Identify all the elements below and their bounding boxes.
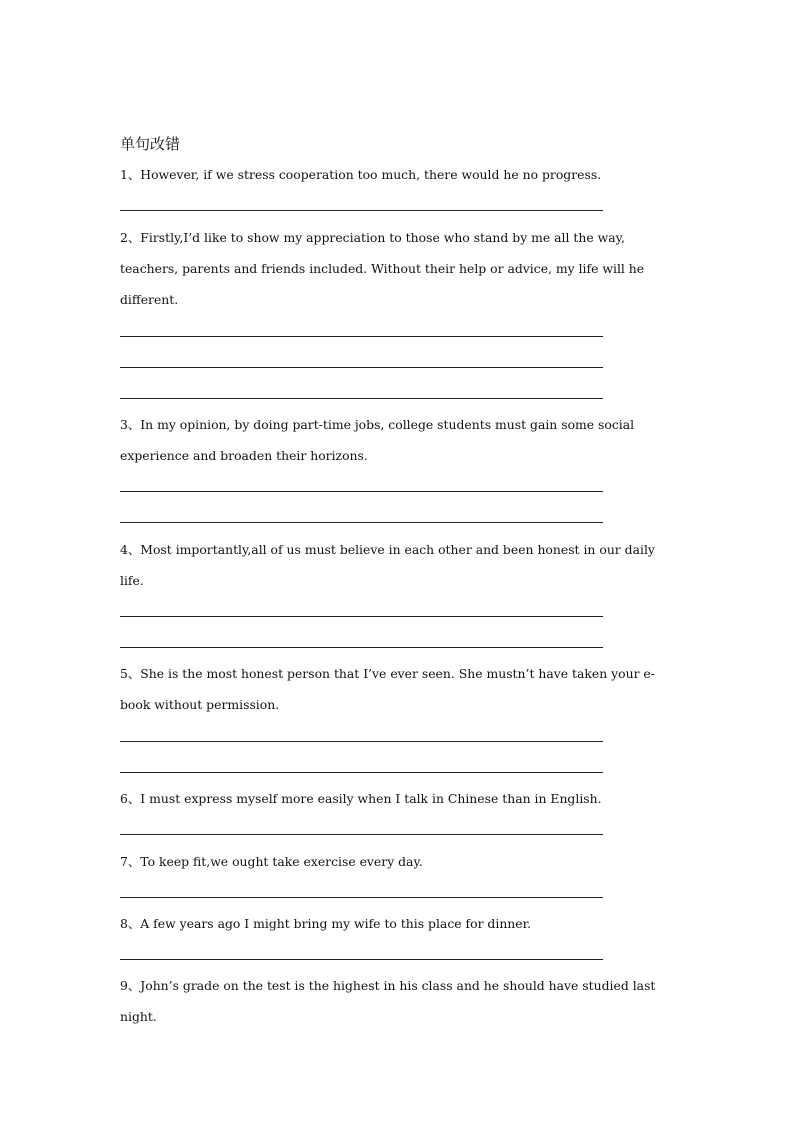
answer-line bbox=[120, 647, 603, 648]
answer-line bbox=[120, 491, 603, 492]
answer-line bbox=[120, 834, 603, 835]
question-6: 6、I must express myself more easily when I talk in Chinese than in English. bbox=[120, 791, 602, 806]
answer-line bbox=[120, 772, 603, 773]
answer-line bbox=[120, 741, 603, 742]
question-1: 1、However, if we stress cooperation too much, there would he no progress. bbox=[120, 167, 602, 182]
question-3: 3、In my opinion, by doing part-time jobs, college students must gain some social experience and broaden their horizons. bbox=[120, 417, 635, 463]
answer-line bbox=[120, 616, 603, 617]
question-8: 8、A few years ago I might bring my wife to this place for dinner. bbox=[120, 916, 532, 931]
answer-line bbox=[120, 959, 603, 960]
question-2: 2、Firstly,I’d like to show my appreciation to those who stand by me all the way, teachers, parents and friends included. Without their help or advice, my life will he different. bbox=[120, 230, 645, 307]
answer-line bbox=[120, 522, 603, 523]
answer-line bbox=[120, 398, 603, 399]
answer-line bbox=[120, 897, 603, 898]
question-5: 5、She is the most honest person that I’ve ever seen. She mustn’t have taken your e-book without permission. bbox=[120, 666, 655, 712]
question-9: 9、John’s grade on the test is the highest in his class and he should have studied last night. bbox=[120, 978, 656, 1024]
question-7: 7、To keep fit,we ought take exercise every day. bbox=[120, 854, 423, 869]
answer-line bbox=[120, 336, 603, 337]
question-4: 4、Most importantly,all of us must believe in each other and been honest in our daily life. bbox=[120, 542, 655, 588]
answer-line bbox=[120, 210, 603, 211]
worksheet-title: 单句改错 bbox=[120, 135, 181, 153]
answer-line bbox=[120, 367, 603, 368]
